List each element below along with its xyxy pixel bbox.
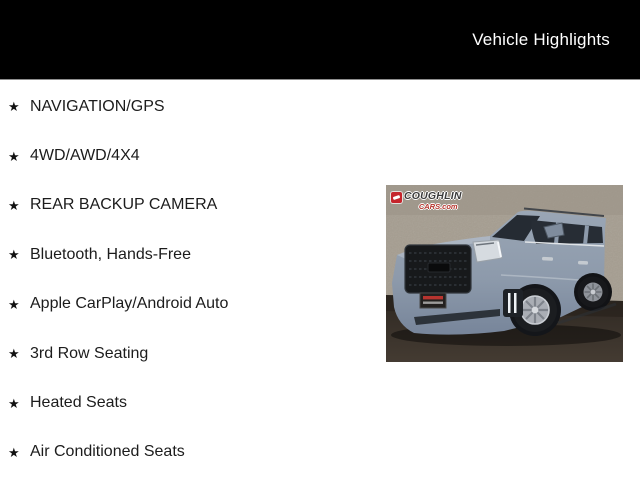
feature-item: [8, 428, 378, 477]
feature-label: 3rd Row Seating: [30, 344, 149, 362]
vehicle-photo: [386, 185, 623, 362]
dealer-site: CARS.com: [418, 201, 458, 211]
dealer-logo-icon: [391, 192, 402, 203]
star-bullet-icon: ★: [8, 296, 20, 312]
page-title: Vehicle Highlights: [472, 29, 610, 49]
feature-item: [8, 131, 378, 180]
feature-list: [8, 82, 378, 477]
star-bullet-icon: ★: [8, 395, 20, 411]
star-bullet-icon: ★: [8, 444, 20, 460]
drl-strips: [503, 289, 523, 317]
feature-label: 4WD/AWD/4X4: [30, 147, 140, 165]
feature-label: NAVIGATION/GPS: [30, 97, 165, 115]
license-plate: [420, 293, 446, 308]
feature-item: [8, 280, 378, 329]
star-bullet-icon: ★: [8, 346, 20, 362]
feature-item: [8, 230, 378, 279]
star-bullet-icon: ★: [8, 148, 20, 164]
star-bullet-icon: ★: [8, 99, 20, 115]
star-bullet-icon: ★: [8, 247, 20, 263]
feature-item: [8, 329, 378, 378]
feature-item: [8, 378, 378, 427]
headlight: [473, 240, 502, 262]
feature-label: Apple CarPlay/Android Auto: [30, 295, 229, 313]
feature-label: Bluetooth, Hands-Free: [30, 245, 191, 263]
feature-label: Heated Seats: [30, 394, 127, 412]
feature-label: Air Conditioned Seats: [30, 443, 185, 461]
feature-item: [8, 181, 378, 230]
header-bar: [0, 0, 640, 80]
feature-item: [8, 82, 378, 131]
grille: [405, 245, 471, 293]
star-bullet-icon: ★: [8, 197, 20, 213]
dealer-name: COUGHLIN: [404, 190, 462, 202]
suv-photo-illustration: [386, 185, 623, 362]
dealer-watermark: [391, 191, 462, 210]
feature-label: REAR BACKUP CAMERA: [30, 196, 218, 214]
rear-wheel: [578, 277, 609, 308]
